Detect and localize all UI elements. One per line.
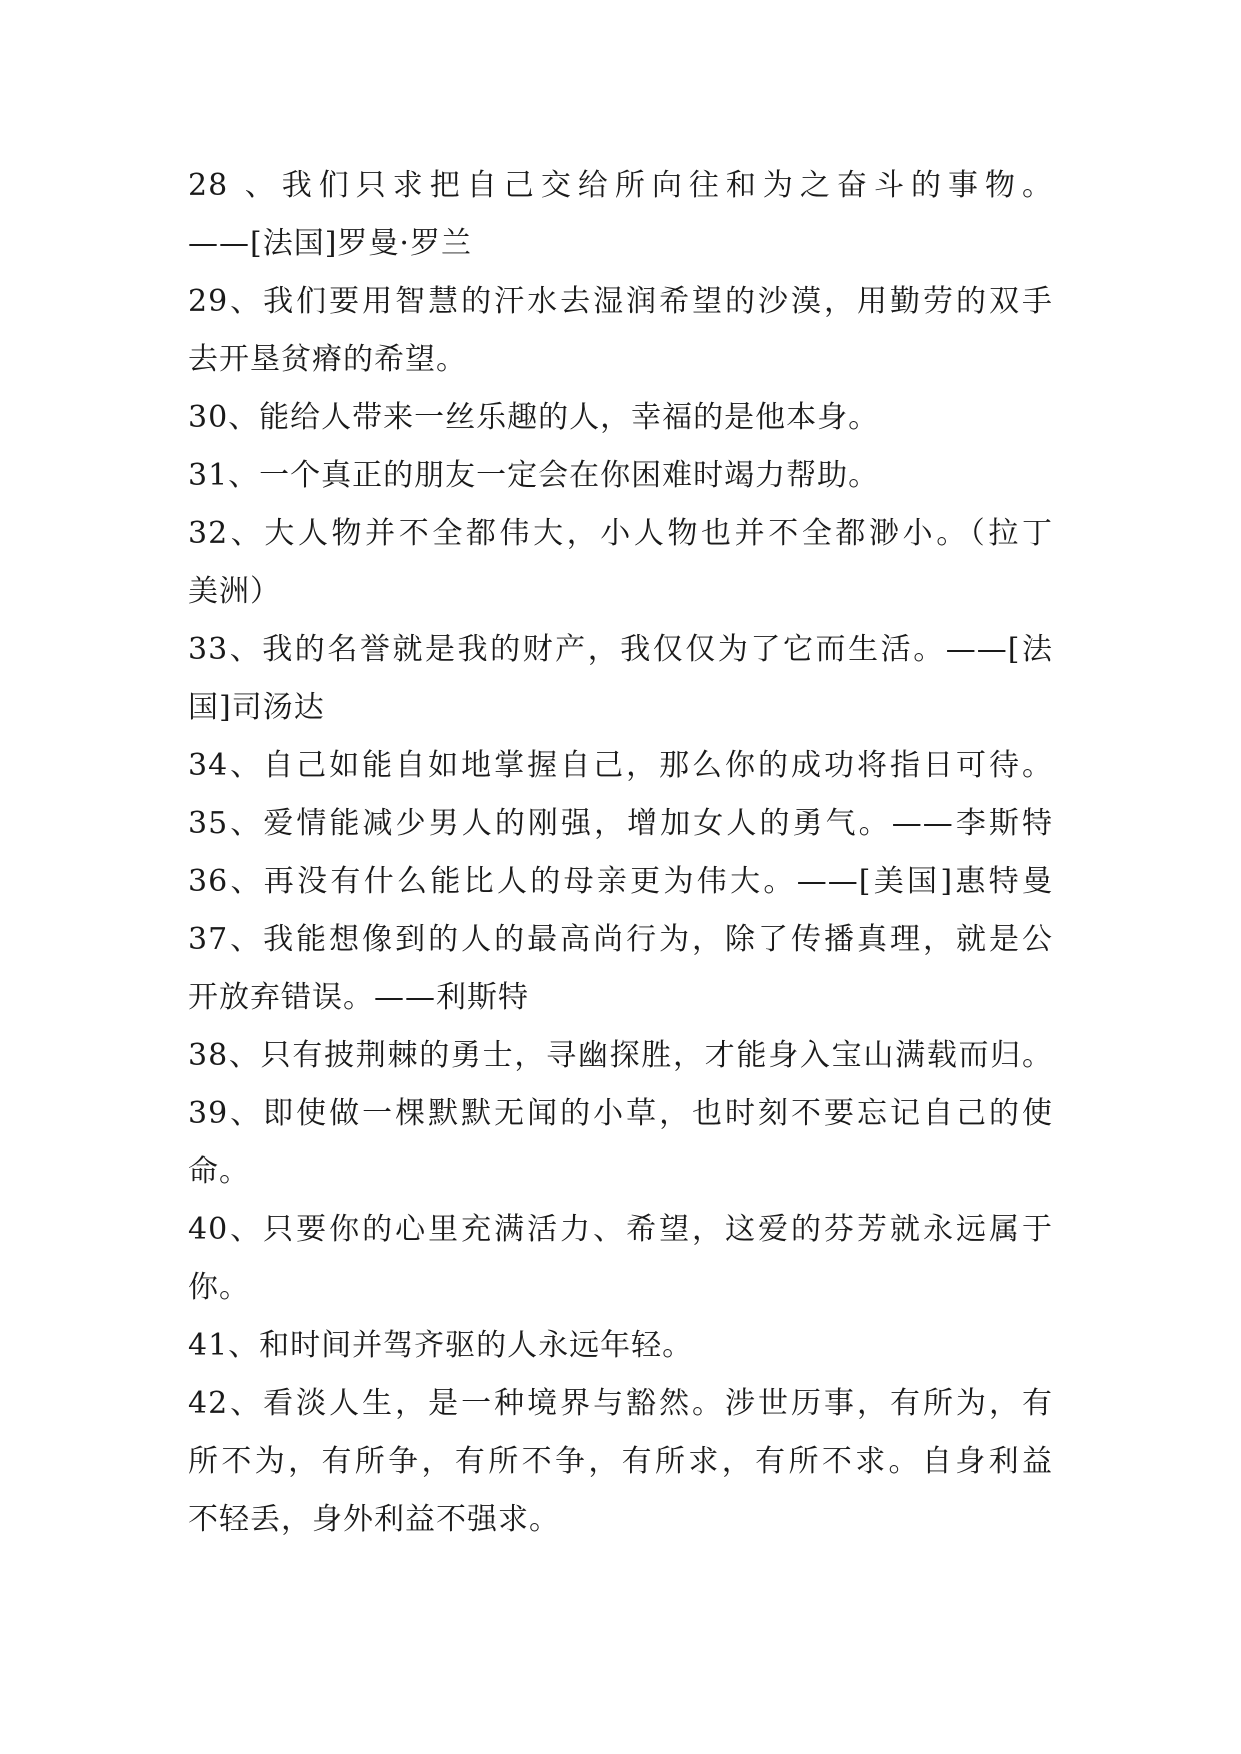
quote-33-line-2: 国]司汤达 [188, 690, 325, 725]
quote-list [188, 157, 1053, 1549]
quote-37-line-2: 开放弃错误。——利斯特 [188, 980, 529, 1015]
quote-35: 35、爱情能减少男人的刚强，增加女人的勇气。——李斯特 [188, 806, 1053, 841]
quote-41: 41、和时间并驾齐驱的人永远年轻。 [188, 1328, 694, 1363]
quote-36: 36、再没有什么能比人的母亲更为伟大。——[美国]惠特曼 [188, 864, 1053, 899]
quote-34: 34、自己如能自如地掌握自己，那么你的成功将指日可待。 [188, 748, 1053, 783]
quote-37-line-1: 37、我能想像到的人的最高尚行为，除了传播真理，就是公 [188, 922, 1053, 957]
quote-38: 38、只有披荆棘的勇士，寻幽探胜，才能身入宝山满载而归。 [188, 1038, 1053, 1073]
quote-31: 31、一个真正的朋友一定会在你困难时竭力帮助。 [188, 458, 880, 493]
quote-39-line-2: 命。 [188, 1154, 250, 1189]
quote-28-line-1: 28 、我们只求把自己交给所向往和为之奋斗的事物。 [188, 168, 1053, 203]
quote-33-line-1: 33、我的名誉就是我的财产，我仅仅为了它而生活。——[法 [188, 632, 1053, 667]
quote-29-line-2: 去开垦贫瘠的希望。 [188, 342, 467, 377]
quote-29-line-1: 29、我们要用智慧的汗水去湿润希望的沙漠，用勤劳的双手 [188, 284, 1053, 319]
quote-39-line-1: 39、即使做一棵默默无闻的小草，也时刻不要忘记自己的使 [188, 1096, 1053, 1131]
quote-40-line-1: 40、只要你的心里充满活力、希望，这爱的芬芳就永远属于 [188, 1212, 1053, 1247]
quote-32-line-2: 美洲） [188, 574, 281, 609]
quote-42-line-1: 42、看淡人生，是一种境界与豁然。涉世历事，有所为，有 [188, 1386, 1053, 1421]
quote-30: 30、能给人带来一丝乐趣的人，幸福的是他本身。 [188, 400, 880, 435]
quote-40-line-2: 你。 [188, 1270, 250, 1305]
quote-32-line-1: 32、大人物并不全都伟大，小人物也并不全都渺小。（拉丁 [188, 516, 1053, 551]
quote-28-attribution: ——[法国]罗曼·罗兰 [188, 226, 472, 261]
quote-42-line-2: 所不为，有所争，有所不争，有所求，有所不求。自身利益 [188, 1444, 1053, 1479]
quote-42-line-3: 不轻丢，身外利益不强求。 [188, 1502, 560, 1537]
